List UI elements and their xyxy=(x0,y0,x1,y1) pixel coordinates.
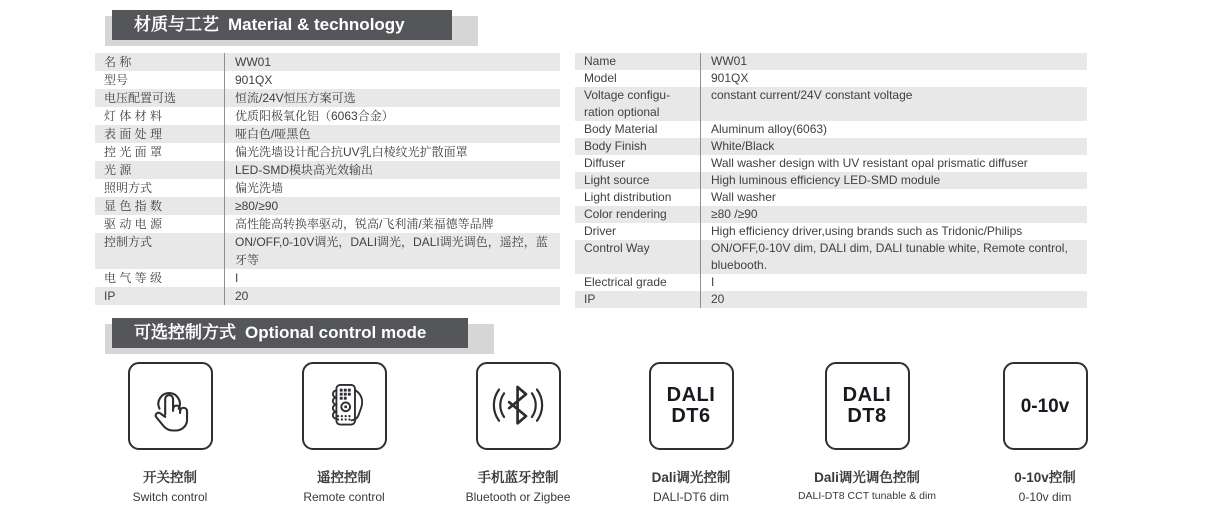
table-row xyxy=(575,291,1087,308)
table-row xyxy=(95,215,560,233)
spec-value: 20 xyxy=(711,292,725,306)
mode-box xyxy=(825,362,910,450)
table-row xyxy=(575,274,1087,291)
spec-value: I xyxy=(235,271,239,285)
mode-label-zh: Dali调光调色控制 xyxy=(814,470,920,485)
section-header-control-mode xyxy=(112,318,468,348)
spec-label: Driver xyxy=(575,223,701,240)
spec-value: WW01 xyxy=(235,55,271,69)
table-row xyxy=(95,125,560,143)
spec-value: 优质阳极氧化铝（6063合金） xyxy=(235,109,394,123)
spec-value: Aluminum alloy(6063) xyxy=(711,122,828,136)
control-mode-dali-dt6 xyxy=(604,362,778,504)
spec-label: 表 面 处 理 xyxy=(95,125,225,143)
table-row xyxy=(95,161,560,179)
spec-label: 驱 动 电 源 xyxy=(95,215,225,233)
spec-value: constant current/24V constant voltage xyxy=(711,88,913,102)
dali-dt6-badge: DALI DT6 xyxy=(666,384,716,427)
table-row xyxy=(575,87,1087,121)
section-title-zh: 可选控制方式 xyxy=(134,323,236,342)
dali-dt8-badge: DALI DT8 xyxy=(842,384,892,427)
spec-value: 高性能高转换率驱动，锐高/飞利浦/莱福德等品牌 xyxy=(235,217,494,231)
section-header-materials xyxy=(112,10,452,40)
control-mode-dali-dt8 xyxy=(780,362,954,502)
mode-label-zh: 0-10v控制 xyxy=(1014,470,1076,485)
control-mode-switch xyxy=(83,362,257,504)
spec-label: 控制方式 xyxy=(95,233,225,269)
spec-value: 20 xyxy=(235,289,249,303)
spec-value: ON/OFF,0-10V dim, DALI dim, DALI tunable white, Remote control, bluebooth. xyxy=(711,241,1068,272)
spec-value: ≥80/≥90 xyxy=(235,199,279,213)
table-row xyxy=(95,89,560,107)
spec-value: I xyxy=(711,275,715,289)
mode-label-en: Bluetooth or Zigbee xyxy=(465,490,571,504)
spec-label: Name xyxy=(575,53,701,70)
table-row xyxy=(575,121,1087,138)
spec-label: 显 色 指 数 xyxy=(95,197,225,215)
table-row xyxy=(575,172,1087,189)
mode-label-zh: Dali调光控制 xyxy=(651,470,731,485)
spec-label: Control Way xyxy=(575,240,701,274)
table-row xyxy=(95,233,560,269)
spec-value: Wall washer design with UV resistant opal prismatic diffuser xyxy=(711,156,1028,170)
mode-label-en: Switch control xyxy=(132,490,208,504)
table-row xyxy=(575,53,1087,70)
mode-label-en: 0-10v dim xyxy=(1018,490,1072,504)
spec-label: IP xyxy=(575,291,701,308)
table-row xyxy=(575,138,1087,155)
spec-value: White/Black xyxy=(711,139,775,153)
section-title-en: Optional control mode xyxy=(245,323,427,342)
table-row xyxy=(95,107,560,125)
table-row xyxy=(575,206,1087,223)
spec-table-chinese xyxy=(95,53,560,305)
table-row xyxy=(95,53,560,71)
mode-box xyxy=(476,362,561,450)
table-row xyxy=(575,223,1087,240)
spec-label: Body Material xyxy=(575,121,701,138)
spec-value: 偏光洗墙设计配合抗UV乳白棱纹光扩散面罩 xyxy=(235,145,468,159)
control-mode-0-10v xyxy=(958,362,1132,504)
control-mode-remote xyxy=(257,362,431,504)
table-row xyxy=(575,155,1087,172)
spec-value: High efficiency driver,using brands such as Tridonic/Philips xyxy=(711,224,1023,238)
spec-value: High luminous efficiency LED-SMD module xyxy=(711,173,941,187)
mode-label-en: DALI-DT8 CCT tunable & dim xyxy=(797,490,937,502)
remote-control-icon xyxy=(317,377,371,435)
section-title-zh: 材质与工艺 xyxy=(134,15,219,34)
spec-label: 型号 xyxy=(95,71,225,89)
spec-label: Color rendering xyxy=(575,206,701,223)
zero-ten-v-badge: 0-10v xyxy=(1020,395,1070,417)
mode-label-en: DALI-DT6 dim xyxy=(652,490,729,504)
spec-label: 电 气 等 级 xyxy=(95,269,225,287)
spec-label: 光 源 xyxy=(95,161,225,179)
spec-value: 哑白色/哑黑色 xyxy=(235,127,311,141)
spec-value: 901QX xyxy=(711,71,749,85)
spec-value: Wall washer xyxy=(711,190,776,204)
table-row xyxy=(95,143,560,161)
control-mode-bluetooth xyxy=(431,362,605,504)
spec-value: 恒流/24V恒压方案可选 xyxy=(235,91,356,105)
mode-box xyxy=(128,362,213,450)
spec-label: Light source xyxy=(575,172,701,189)
bluetooth-icon xyxy=(489,379,547,433)
spec-label: Electrical grade xyxy=(575,274,701,291)
spec-value: 偏光洗墙 xyxy=(235,181,284,195)
table-row xyxy=(95,71,560,89)
mode-label-zh: 遥控控制 xyxy=(317,470,371,485)
mode-box xyxy=(302,362,387,450)
table-row xyxy=(95,197,560,215)
mode-label-en: Remote control xyxy=(303,490,385,504)
spec-label: 电压配置可选 xyxy=(95,89,225,107)
mode-box xyxy=(1003,362,1088,450)
spec-label: 灯 体 材 料 xyxy=(95,107,225,125)
table-row xyxy=(575,189,1087,206)
mode-box xyxy=(649,362,734,450)
spec-label: 控 光 面 罩 xyxy=(95,143,225,161)
spec-label: Voltage configu-ration optional xyxy=(575,87,701,121)
table-row xyxy=(95,269,560,287)
section-title-en: Material & technology xyxy=(228,15,405,34)
spec-label: Model xyxy=(575,70,701,87)
spec-value: WW01 xyxy=(711,54,747,68)
spec-value: LED-SMD模块高光效输出 xyxy=(235,163,374,177)
mode-label-zh: 手机蓝牙控制 xyxy=(477,470,559,485)
table-row xyxy=(95,287,560,305)
spec-label: Diffuser xyxy=(575,155,701,172)
spec-label: Light distribution xyxy=(575,189,701,206)
table-row xyxy=(575,70,1087,87)
table-row xyxy=(575,240,1087,274)
spec-table-english xyxy=(575,53,1087,308)
mode-label-zh: 开关控制 xyxy=(143,470,197,485)
spec-value: 901QX xyxy=(235,73,273,87)
spec-label: IP xyxy=(95,287,225,305)
spec-label: 名 称 xyxy=(95,53,225,71)
spec-value: ON/OFF,0-10V调光，DALI调光，DALI调光调色，遥控，蓝牙等 xyxy=(235,235,548,267)
spec-label: 照明方式 xyxy=(95,179,225,197)
spec-label: Body Finish xyxy=(575,138,701,155)
tap-icon xyxy=(142,377,198,435)
spec-value: ≥80 /≥90 xyxy=(711,207,758,221)
table-row xyxy=(95,179,560,197)
